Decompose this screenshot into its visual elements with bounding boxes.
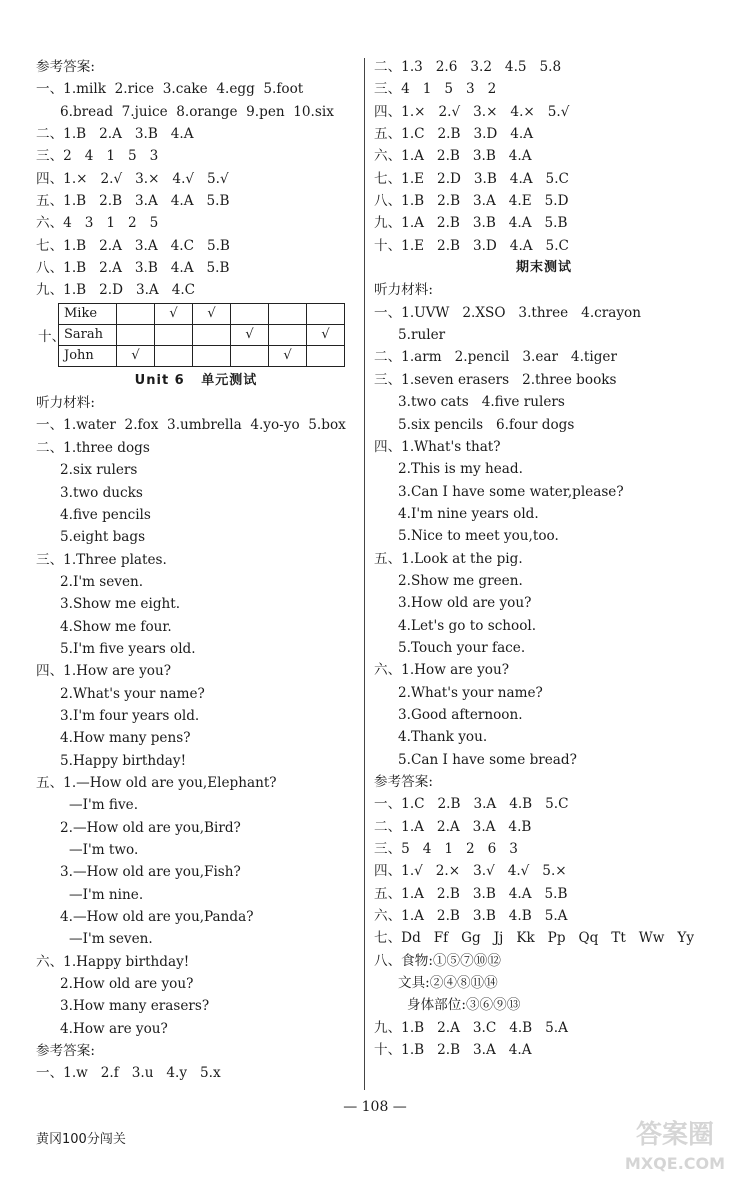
answer-line: 二、1.B 2.A 3.B 4.A: [36, 126, 194, 143]
watermark-bottom-text: MXQE.COM: [624, 1154, 726, 1173]
left-column: [36, 56, 356, 1085]
answer-line: 文具:②④⑧⑪⑭: [398, 975, 498, 992]
answer-line: 七、1.B 2.A 3.A 4.C 5.B: [36, 237, 230, 254]
answer-line: 5.ruler: [398, 327, 446, 344]
answer-line: 2.What's your name?: [398, 684, 543, 701]
answer-line: 3.Can I have some water,please?: [398, 483, 624, 500]
answer-line: 五、1.C 2.B 3.D 4.A: [374, 126, 534, 143]
answer-line: 一、1.water 2.fox 3.umbrella 4.yo-yo 5.box: [36, 417, 346, 434]
answer-line: —I'm five.: [69, 797, 139, 814]
answer-line: 2.This is my head.: [398, 461, 523, 478]
answer-line: 四、1.What's that?: [374, 438, 501, 455]
table-row: [59, 303, 345, 324]
section-heading: 期末测试: [515, 260, 572, 276]
table-cell: [307, 345, 345, 366]
answer-line: 七、Dd Ff Gg Jj Kk Pp Qq Tt Ww Yy: [374, 930, 695, 947]
answer-line: 3.How many erasers?: [60, 998, 210, 1015]
answer-line: 二、1.arm 2.pencil 3.ear 4.tiger: [374, 349, 617, 366]
answer-line: 4.I'm nine years old.: [398, 505, 539, 522]
table-cell: [307, 303, 345, 324]
answer-line: 参考答案:: [36, 59, 95, 75]
answer-line: 六、1.How are you?: [374, 662, 510, 679]
answer-line: 5.Happy birthday!: [60, 752, 187, 769]
table-cell: [117, 303, 155, 324]
answer-line: 3.How old are you?: [398, 595, 532, 612]
answer-line: 十、1.E 2.B 3.D 4.A 5.C: [374, 237, 569, 254]
answer-line: 4.Show me four.: [60, 618, 172, 635]
answer-line: 4.Let's go to school.: [398, 617, 537, 634]
answer-line: 三、1.seven erasers 2.three books: [374, 371, 617, 388]
footer-brand: 黄冈100分闯关: [36, 1132, 126, 1147]
table-cell: [269, 324, 307, 345]
table-cell: [155, 324, 193, 345]
answer-line: 二、1.three dogs: [36, 439, 150, 456]
table-row-name: Mike: [59, 303, 117, 324]
answer-line: 听力材料:: [374, 282, 433, 299]
answer-line: —I'm two.: [69, 842, 139, 858]
answer-line: 5.Can I have some bread?: [398, 751, 577, 768]
answer-tick-table: [58, 303, 345, 367]
table-cell: [117, 324, 155, 345]
table-cell: [155, 345, 193, 366]
table-row: [59, 324, 345, 345]
watermark-top-text: 答案圈: [635, 1120, 715, 1150]
table-cell: [231, 303, 269, 324]
answer-line: 5.eight bags: [60, 529, 146, 546]
answer-line: 六、1.A 2.B 3.B 4.B 5.A: [374, 908, 568, 925]
answer-line: —I'm seven.: [69, 931, 153, 948]
answer-line: —I'm nine.: [69, 886, 144, 903]
table-cell: √: [193, 303, 231, 324]
answer-line: 5.Touch your face.: [398, 639, 526, 656]
table-cell: √: [231, 324, 269, 345]
watermark-logo-icon: [610, 1113, 740, 1179]
answer-line: 3.—How old are you,Fish?: [60, 864, 241, 881]
page-number: — 108 —: [343, 1099, 407, 1115]
answer-line: 一、1.w 2.f 3.u 4.y 5.x: [36, 1065, 221, 1082]
answer-line: 四、1.√ 2.× 3.√ 4.√ 5.×: [374, 863, 567, 880]
answer-line: 八、食物:①⑤⑦⑩⑫: [374, 952, 501, 969]
table-cell: √: [155, 303, 193, 324]
section-heading: Unit 6 单元测试: [134, 372, 258, 388]
table-row-name: Sarah: [59, 324, 117, 345]
answer-line: 5.six pencils 6.four dogs: [398, 416, 575, 433]
answer-line: 2.six rulers: [60, 462, 138, 479]
answer-line: 五、1.Look at the pig.: [374, 550, 523, 567]
answer-line: 2.How old are you?: [60, 976, 194, 993]
table-row: [59, 345, 345, 366]
answer-line: 二、1.3 2.6 3.2 4.5 5.8: [374, 59, 562, 75]
answer-line: 3.I'm four years old.: [60, 707, 200, 724]
answer-line: 5.Nice to meet you,too.: [398, 528, 559, 545]
answer-line: 参考答案:: [36, 1043, 95, 1060]
answer-line: 九、1.B 2.A 3.C 4.B 5.A: [374, 1019, 568, 1036]
answer-line: 八、1.B 2.B 3.A 4.E 5.D: [374, 193, 569, 210]
answer-line: 七、1.E 2.D 3.B 4.A 5.C: [374, 170, 569, 187]
answer-line: 九、1.A 2.B 3.B 4.A 5.B: [374, 215, 568, 232]
answer-line: 二、1.A 2.A 3.A 4.B: [374, 818, 532, 835]
answer-line: 2.What's your name?: [60, 685, 205, 702]
answer-line: 4.How are you?: [60, 1020, 168, 1037]
column-divider: [364, 58, 365, 1090]
answer-line: 4.Thank you.: [398, 729, 488, 746]
answer-line: 3.two cats 4.five rulers: [398, 394, 565, 411]
answer-line: 身体部位:③⑥⑨⑬: [407, 997, 521, 1014]
table-cell: √: [307, 324, 345, 345]
answer-line: 九、1.B 2.D 3.A 4.C: [36, 282, 196, 299]
answer-line: 6.bread 7.juice 8.orange 9.pen 10.six: [60, 103, 334, 120]
table-cell: √: [269, 345, 307, 366]
answer-line: 六、1.Happy birthday!: [36, 953, 190, 970]
answer-line: 2.—How old are you,Bird?: [60, 819, 241, 836]
answer-line: 4.—How old are you,Panda?: [60, 909, 254, 926]
answer-line: 四、1.How are you?: [36, 663, 172, 680]
table-cell: [193, 345, 231, 366]
answer-line: 听力材料:: [36, 395, 95, 412]
answer-line: 八、1.B 2.A 3.B 4.A 5.B: [36, 260, 230, 277]
answer-line: 2.I'm seven.: [60, 573, 144, 590]
answer-line: 四、1.× 2.√ 3.× 4.√ 5.√: [36, 170, 229, 187]
answer-line: 三、4 1 5 3 2: [374, 81, 497, 98]
table-cell: [231, 345, 269, 366]
table-row-name: John: [59, 345, 117, 366]
answer-line: 5.I'm five years old.: [60, 640, 196, 657]
answer-line: 4.How many pens?: [60, 730, 191, 747]
answer-line: 4.five pencils: [60, 506, 151, 523]
answer-line: 3.Show me eight.: [60, 596, 181, 613]
answer-line: 六、4 3 1 2 5: [36, 215, 159, 232]
answer-line: 三、1.Three plates.: [36, 551, 167, 568]
right-column: [374, 56, 714, 1061]
answer-line: 十、1.B 2.B 3.A 4.A: [374, 1042, 532, 1059]
answer-line: 一、1.UVW 2.XSO 3.three 4.crayon: [374, 304, 641, 321]
answer-line: 四、1.× 2.√ 3.× 4.× 5.√: [374, 103, 570, 120]
answer-line: 3.Good afternoon.: [398, 706, 523, 723]
answer-line: 五、1.—How old are you,Elephant?: [36, 774, 277, 791]
answer-line: 一、1.milk 2.rice 3.cake 4.egg 5.foot: [36, 81, 304, 98]
question-number-label: 十、: [38, 328, 66, 345]
answer-tick-table-block: [36, 302, 356, 370]
answer-line: 五、1.B 2.B 3.A 4.A 5.B: [36, 193, 230, 210]
answer-line: 三、2 4 1 5 3: [36, 148, 159, 165]
table-cell: [193, 324, 231, 345]
table-cell: √: [117, 345, 155, 366]
answer-line: 六、1.A 2.B 3.B 4.A: [374, 148, 532, 165]
answer-line: 五、1.A 2.B 3.B 4.A 5.B: [374, 885, 568, 902]
answer-line: 3.two ducks: [60, 484, 143, 501]
answer-line: 三、5 4 1 2 6 3: [374, 841, 518, 858]
answer-line: 2.Show me green.: [398, 572, 523, 589]
answer-line: 参考答案:: [374, 774, 433, 790]
answer-line: 一、1.C 2.B 3.A 4.B 5.C: [374, 796, 569, 813]
table-cell: [269, 303, 307, 324]
